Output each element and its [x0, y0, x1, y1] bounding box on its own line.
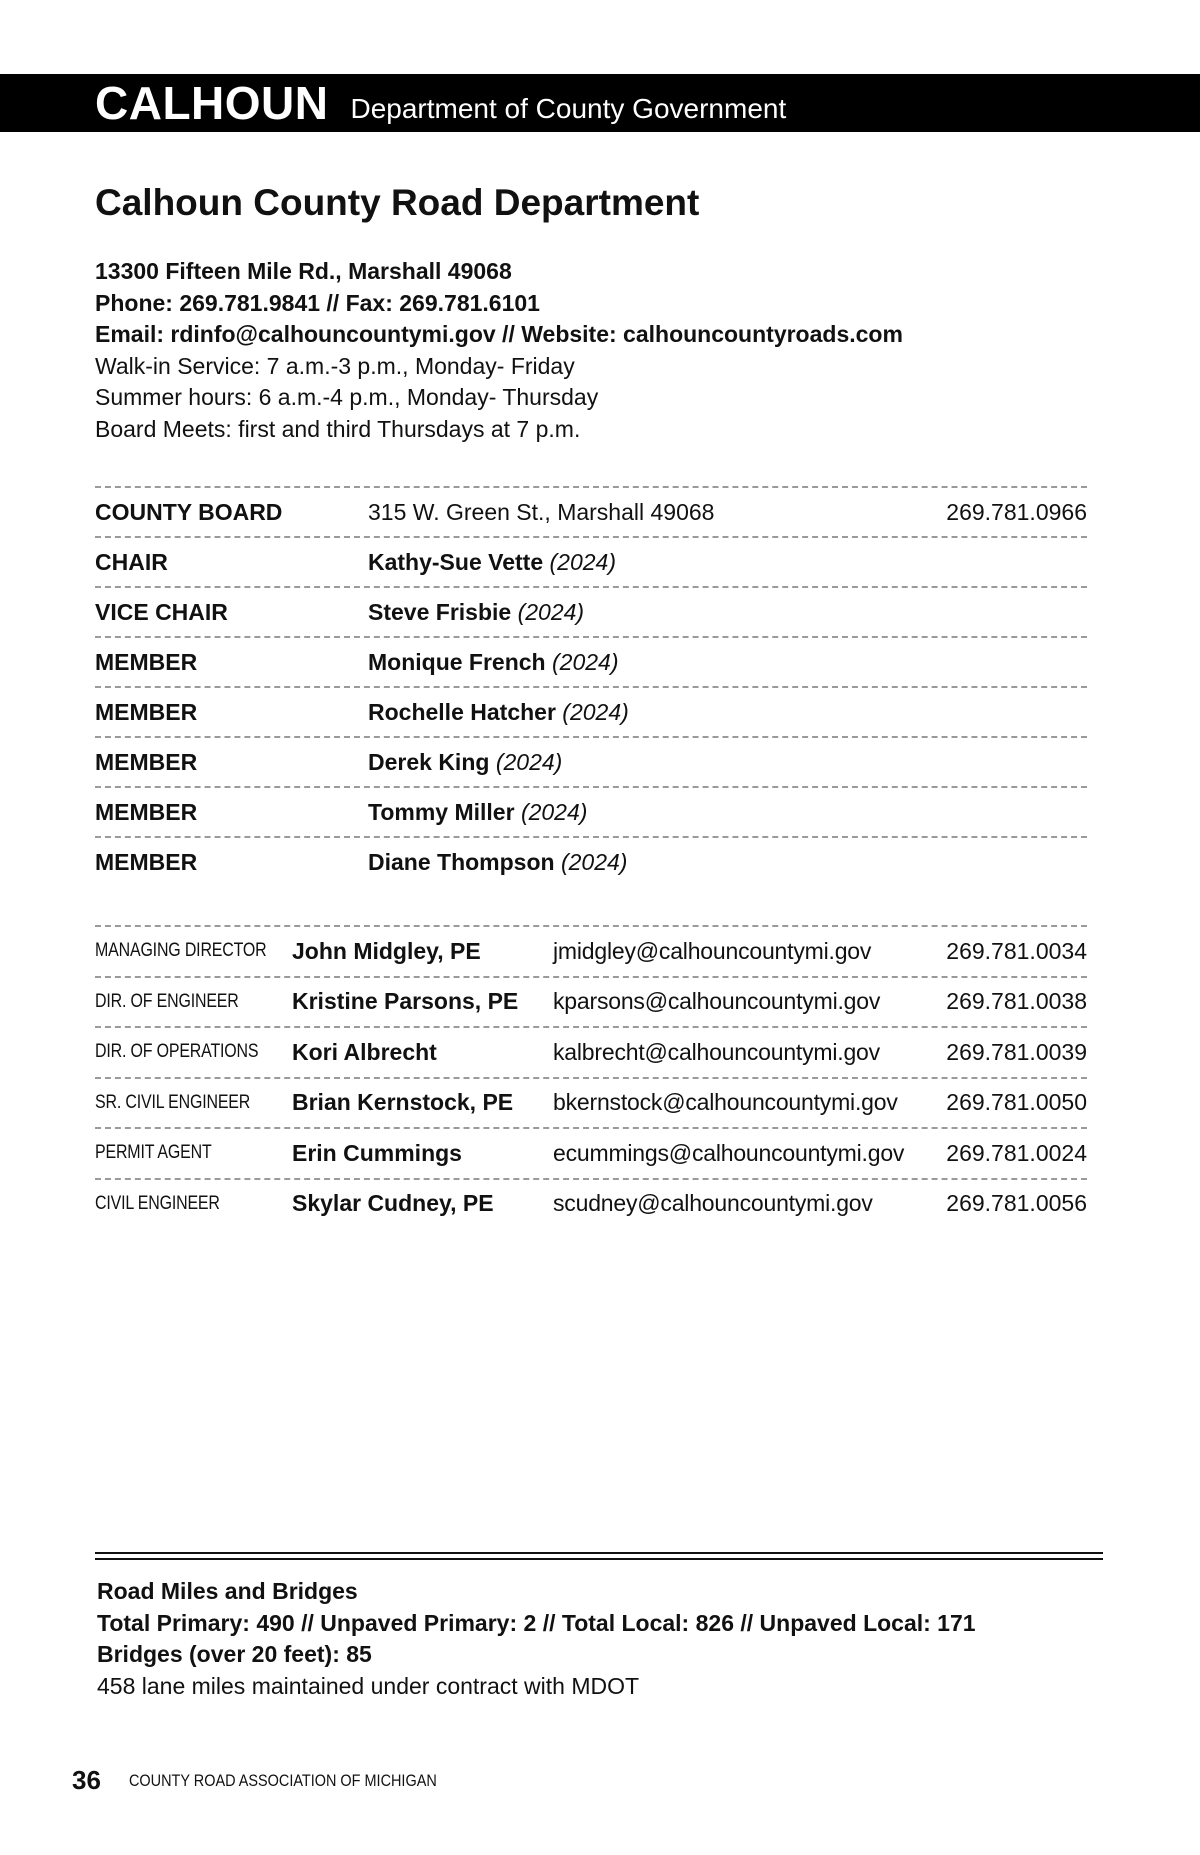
table-row [95, 686, 1087, 736]
road-miles-heading: Road Miles and Bridges [97, 1578, 358, 1604]
member-role: MEMBER [95, 798, 198, 825]
staff-email: kalbrecht@calhouncountymi.gov [553, 1038, 880, 1065]
staff-name: Erin Cummings [292, 1139, 462, 1166]
department-info [95, 256, 1105, 445]
staff-email: scudney@calhouncountymi.gov [553, 1190, 873, 1217]
table-row [95, 976, 1087, 1027]
staff-phone: 269.781.0039 [946, 1038, 1087, 1065]
staff-email: kparsons@calhouncountymi.gov [553, 988, 881, 1015]
member-name: Rochelle Hatcher [368, 698, 556, 725]
banner-subtitle: Department of County Government [350, 93, 787, 124]
member-term: (2024) [520, 798, 588, 825]
staff-title: PERMIT AGENT [95, 1142, 212, 1164]
section-divider [95, 1552, 1103, 1560]
staff-name: Kristine Parsons, PE [292, 988, 519, 1015]
page-number: 36 [72, 1765, 101, 1795]
member-term: (2024) [562, 698, 629, 725]
staff-email: jmidgley@calhouncountymi.gov [553, 937, 872, 964]
county-board-phone: 269.781.0966 [946, 498, 1087, 525]
member-name: Tommy Miller [368, 798, 515, 825]
staff-email: bkernstock@calhouncountymi.gov [553, 1089, 898, 1116]
staff-name: John Midgley, PE [292, 937, 481, 964]
table-row [95, 836, 1087, 886]
road-miles-totals: Total Primary: 490 // Unpaved Primary: 2 // Total Local: 826 // Unpaved Local: 171 [97, 1609, 976, 1636]
county-name: CALHOUN [95, 77, 329, 129]
member-name: Diane Thompson [368, 848, 555, 875]
table-row [95, 636, 1087, 686]
staff-email: ecummings@calhouncountymi.gov [553, 1139, 905, 1166]
walk-in-hours: Walk-in Service: 7 a.m.-3 p.m., Monday- Friday [95, 352, 575, 379]
member-term: (2024) [560, 848, 628, 875]
member-term: (2024) [552, 648, 619, 675]
staff-phone: 269.781.0024 [946, 1139, 1087, 1166]
table-row [95, 925, 1087, 976]
staff-phone: 269.781.0038 [946, 988, 1087, 1015]
member-role: MEMBER [95, 648, 198, 675]
table-row [95, 1127, 1087, 1178]
header-banner [0, 74, 1200, 132]
lane-miles-note: 458 lane miles maintained under contract with MDOT [97, 1672, 640, 1699]
staff-title: CIVIL ENGINEER [95, 1192, 220, 1214]
table-row [95, 1077, 1087, 1128]
member-role: VICE CHAIR [95, 598, 228, 625]
member-term: (2024) [549, 548, 616, 575]
county-board-label: COUNTY BOARD [95, 498, 283, 525]
member-name: Steve Frisbie [368, 598, 512, 625]
member-role: MEMBER [95, 698, 198, 725]
member-name: Derek King [368, 748, 490, 775]
staff-title: MANAGING DIRECTOR [95, 940, 267, 962]
county-board-row [95, 486, 1087, 536]
staff-name: Kori Albrecht [292, 1038, 437, 1065]
member-role: CHAIR [95, 548, 168, 575]
table-row [95, 586, 1087, 636]
table-row [95, 736, 1087, 786]
page-title: Calhoun County Road Department [95, 182, 700, 223]
staff-title: DIR. OF ENGINEER [95, 990, 239, 1012]
bridges-count: Bridges (over 20 feet): 85 [97, 1641, 372, 1667]
staff-phone: 269.781.0056 [946, 1190, 1087, 1217]
staff-phone: 269.781.0034 [946, 937, 1087, 964]
page-footer [72, 1765, 491, 1796]
staff-name: Skylar Cudney, PE [292, 1190, 494, 1217]
department-phone-fax: Phone: 269.781.9841 // Fax: 269.781.6101 [95, 289, 540, 316]
staff-phone: 269.781.0050 [946, 1089, 1087, 1116]
member-term: (2024) [517, 598, 585, 625]
table-row [95, 786, 1087, 836]
member-role: MEMBER [95, 748, 198, 775]
staff-title: SR. CIVIL ENGINEER [95, 1091, 251, 1113]
board-meeting-schedule: Board Meets: first and third Thursdays at 7 p.m. [95, 415, 581, 442]
member-name: Kathy-Sue Vette [368, 548, 544, 575]
table-row [95, 1026, 1087, 1077]
table-row [95, 536, 1087, 586]
table-row [95, 1178, 1087, 1229]
staff-directory-table [95, 925, 1087, 1228]
department-address: 13300 Fifteen Mile Rd., Marshall 49068 [95, 258, 512, 284]
member-role: MEMBER [95, 848, 198, 875]
road-miles-section [97, 1576, 976, 1702]
member-name: Monique French [368, 648, 546, 675]
county-board-address: 315 W. Green St., Marshall 49068 [368, 498, 715, 525]
member-term: (2024) [495, 748, 563, 775]
department-email-website: Email: rdinfo@calhouncountymi.gov // Website: calhouncountyroads.com [95, 321, 903, 347]
staff-title: DIR. OF OPERATIONS [95, 1041, 259, 1063]
summer-hours: Summer hours: 6 a.m.-4 p.m., Monday- Thursday [95, 384, 599, 410]
footer-organization: COUNTY ROAD ASSOCIATION OF MICHIGAN [128, 1770, 437, 1790]
county-board-table [95, 486, 1087, 886]
staff-name: Brian Kernstock, PE [292, 1089, 514, 1116]
